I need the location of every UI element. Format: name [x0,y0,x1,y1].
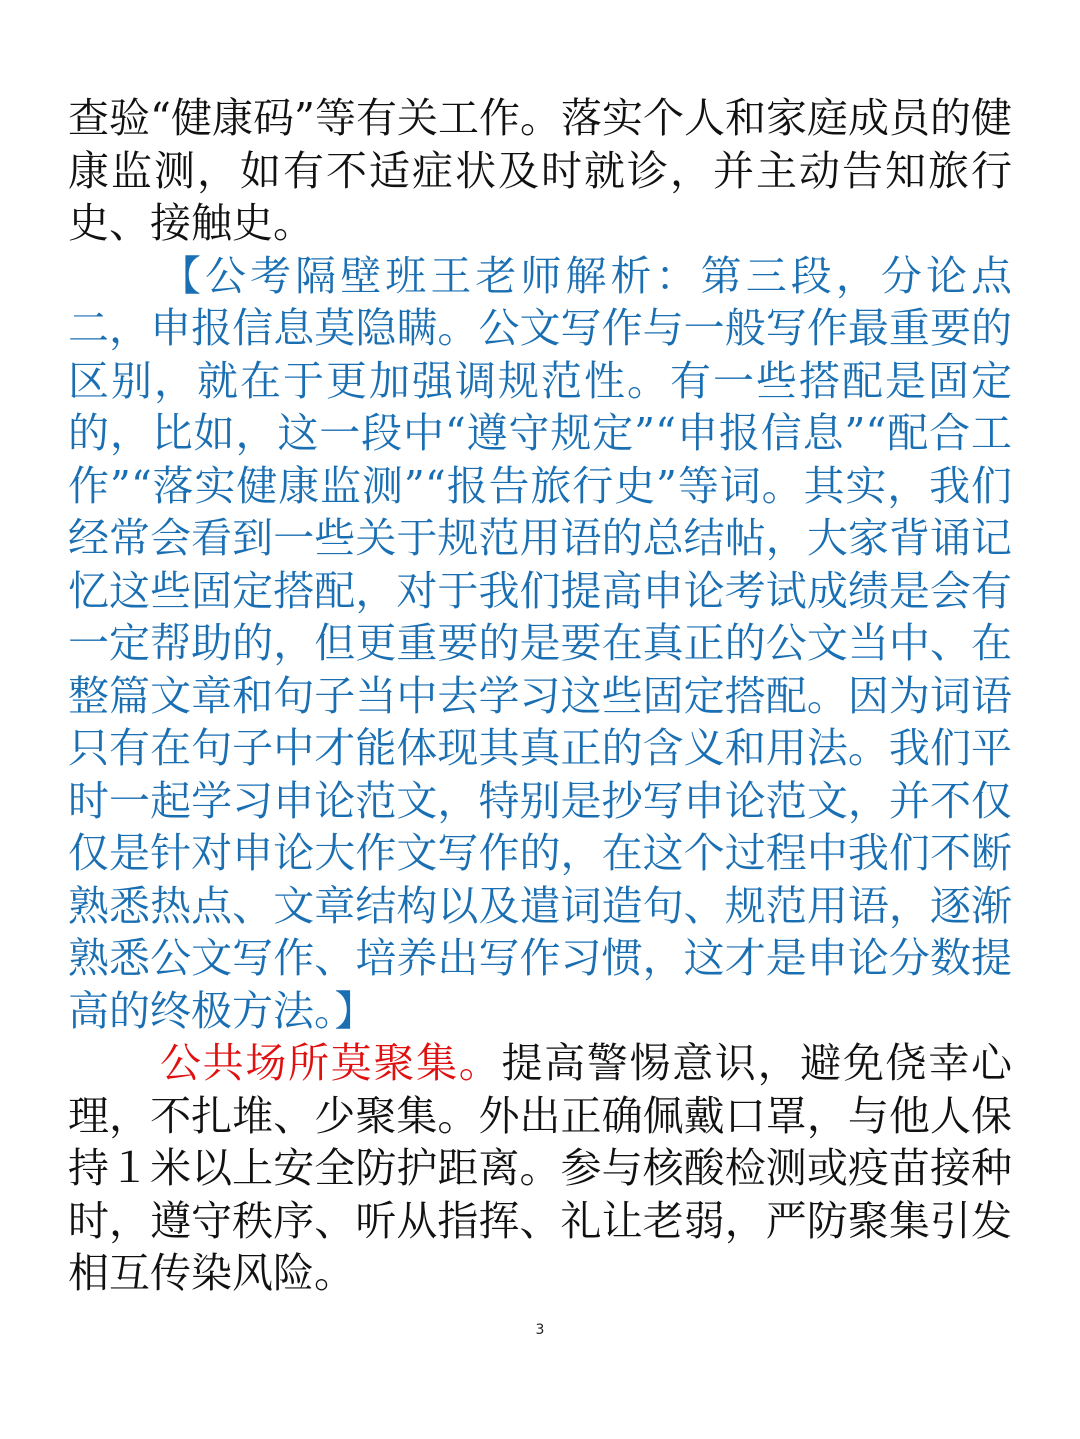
analysis-paragraph [68,250,1012,1038]
document-page [68,92,1012,1300]
paragraph-text: 提高警惕意识，避免侥幸心理，不扎堆、少聚集。外出正确佩戴口罩，与他人保持１米以上安全防护距离。参与核酸检测或疫苗接种时，遵守秩序、听从指挥、礼让老弱，严防聚集引发相互传染风险。 [68,1039,1013,1297]
paragraph-public-places [68,1037,1012,1300]
paragraph-health-monitoring [68,92,1012,250]
paragraph-text: 查验“健康码”等有关工作。落实个人和家庭成员的健康监测，如有不适症状及时就诊，并主动告知旅行史、接触史。 [68,94,1012,247]
page-number: 3 [535,1322,545,1338]
analysis-text: 【公考隔壁班王老师解析：第三段，分论点二，申报信息莫隐瞒。公文写作与一般写作最重要的区别，就在于更加强调规范性。有一些搭配是固定的，比如，这一段中“遵守规定”“申报信息”“配合工作”“落实健康监测”“报告旅行史”等词。其实，我们经常会看到一些关于规范用语的总结帖，大家背诵记忆这些固定搭配，对于我们提高申论考试成绩是会有一定帮助的，但更重要的是要在真正的公文当中、在整篇文章和句子当中去学习这些固定搭配。因为词语只有在句子中才能体现其真正的含义和用法。我们平时一起学习申论范文，特别是抄写申论范文，并不仅仅是针对申论大作文写作的，在这个过程中我们不断熟悉热点、文章结构以及遣词造句、规范用语，逐渐熟悉公文写作、培养出写作习惯，这才是申论分数提高的终极方法。】 [68,251,1012,1035]
section-heading: 公共场所莫聚集。 [160,1039,502,1087]
